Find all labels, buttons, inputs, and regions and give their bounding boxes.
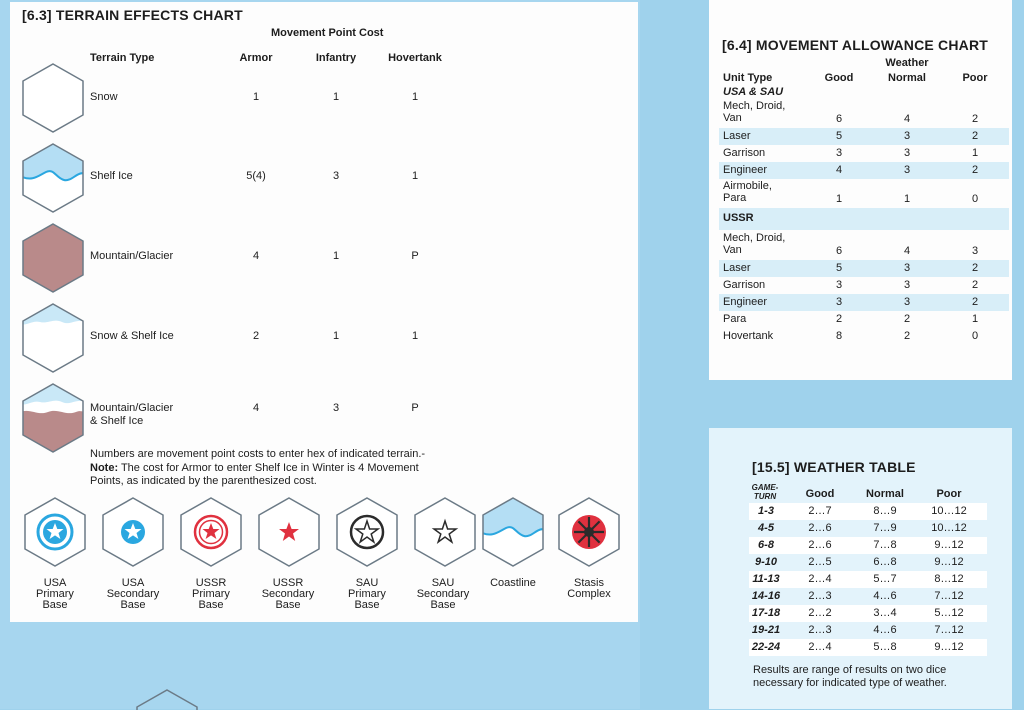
coastline-label [478,578,548,589]
weather-row [749,605,987,622]
note-label: Note: [90,461,119,474]
normal-range: 5…7 [873,573,897,585]
usa-primary-base-label [25,578,85,611]
label-line: Base [275,599,301,611]
normal-value: 3 [903,262,911,274]
good-value: 3 [835,147,843,159]
unit-type: Garrison [723,147,766,159]
good-value: 6 [835,113,843,125]
poor-range: 5…12 [934,607,964,619]
infantry-cost: 1 [332,91,340,103]
armor-cost: 4 [252,250,260,262]
unit-type: Hovertank [723,330,774,342]
unit-type [723,181,772,204]
col-game-turn [745,483,785,501]
poor-value: 2 [971,262,979,274]
hovertank-cost: 1 [411,91,419,103]
terrain-chart-title: [6.3] TERRAIN EFFECTS CHART [22,7,243,23]
poor-value: 0 [971,193,979,205]
label-line: Coastline [490,577,536,589]
col-normal: Normal [888,72,926,84]
movement-row [719,294,1009,311]
weather-table-title: [15.5] WEATHER TABLE [752,459,916,475]
usa-secondary-base-label [101,578,165,611]
ussr-secondary-base-icon [256,496,322,568]
normal-range: 5…8 [873,641,897,653]
hovertank-cost: P [411,402,419,414]
good-value: 2 [835,313,843,325]
terrain-name: Snow [90,91,118,103]
partial-hex-icon [134,688,200,710]
good-range: 2…7 [808,505,832,517]
good-value: 3 [835,279,843,291]
movement-row [719,128,1009,145]
label-line: Stasis [574,577,604,589]
poor-value: 1 [971,313,979,325]
normal-value: 3 [903,130,911,142]
normal-range: 4…6 [873,624,897,636]
good-value: 5 [835,130,843,142]
unit-line: Van [723,243,742,256]
weather-row [749,537,987,554]
label-line: Primary [348,588,386,600]
weather-row [749,503,987,520]
infantry-cost: 3 [332,402,340,414]
good-value: 1 [835,193,843,205]
poor-range: 7…12 [934,624,964,636]
mountain-glacier-shelf-ice-hex-icon [20,382,86,454]
weather-row [749,520,987,537]
usa-secondary-base-icon [100,496,166,568]
hovertank-cost: 1 [411,330,419,342]
sau-secondary-base-label [404,578,482,611]
label-line: USA [121,577,145,589]
weather-row [749,639,987,656]
normal-value: 2 [903,330,911,342]
turn-range: 14-16 [751,590,781,602]
shelf-ice-hex-icon [20,142,86,214]
snow-hex-icon [20,62,86,134]
ussr-primary-base-label [179,578,243,611]
good-range: 2…6 [808,539,832,551]
weather-row [749,571,987,588]
turn-range: 22-24 [751,641,781,653]
unit-line: Airmobile, [723,180,772,192]
terrain-note [90,448,470,489]
col-hovertank: Hovertank [388,52,442,64]
ussr-secondary-base-label [249,578,327,611]
turn-range: 17-18 [751,607,781,619]
poor-range: 8…12 [934,573,964,585]
ussr-primary-base-icon [178,496,244,568]
stasis-complex-label [555,578,623,600]
label-line: SAU [355,577,379,589]
col-poor: Poor [936,488,962,500]
unit-type [723,233,785,256]
good-value: 4 [835,164,843,176]
weather-row [749,622,987,639]
good-range: 2…4 [808,641,832,653]
note-line2 [90,462,470,476]
movement-row [719,162,1009,179]
terrain-name: Snow & Shelf Ice [90,330,174,342]
unit-type: Para [723,313,747,325]
usa-primary-base-icon [22,496,88,568]
poor-value: 2 [971,279,979,291]
mp-cost-header: Movement Point Cost [271,27,384,39]
poor-value: 3 [971,245,979,257]
good-range: 2…4 [808,573,832,585]
normal-range: 6…8 [873,556,897,568]
label-line: Primary [36,588,74,600]
movement-row [719,311,1009,328]
turn-range: 19-21 [751,624,781,636]
normal-value: 3 [903,164,911,176]
terrain-name: Mountain/Glacier [90,250,174,262]
armor-cost: 4 [252,402,260,414]
sau-primary-base-icon [334,496,400,568]
movement-row [719,180,1009,208]
infantry-cost: 1 [332,330,340,342]
good-range: 2…2 [808,607,832,619]
turn-header-line: TURN [753,492,777,501]
snow-shelf-ice-hex-icon [20,302,86,374]
infantry-cost: 3 [332,170,340,182]
terrain-name-line1: Mountain/Glacier [90,402,174,414]
note-line2-text: The cost for Armor to enter Shelf Ice in Winter is 4 Movement [118,461,419,474]
unit-type: Engineer [723,164,768,176]
note-line3: Points, as indicated by the parenthesized cost. [90,475,317,487]
label-line: USSR [272,577,304,589]
note-line1: Numbers are movement point costs to enter hex of indicated terrain.- [90,448,426,460]
poor-value: 1 [971,147,979,159]
unit-type: Garrison [723,279,766,291]
movement-row [719,260,1009,277]
label-line: Base [430,599,456,611]
good-range: 2…3 [808,590,832,602]
hovertank-cost: P [411,250,419,262]
normal-value: 3 [903,296,911,308]
normal-range: 8…9 [873,505,897,517]
group-usa-sau: USA & SAU [723,86,784,98]
label-line: Secondary [106,588,160,600]
poor-range: 9…12 [934,641,964,653]
unit-type [723,101,785,124]
unit-type: Laser [723,130,751,142]
weather-label: Weather [885,57,929,69]
label-line: SAU [431,577,455,589]
normal-value: 3 [903,279,911,291]
unit-line: Para [723,191,747,204]
infantry-cost: 1 [332,250,340,262]
unit-line: Mech, Droid, [723,232,786,244]
movement-row [719,145,1009,162]
unit-type: Engineer [723,296,768,308]
turn-range: 4-5 [758,522,774,534]
group-ussr: USSR [723,212,754,224]
label-line: Complex [567,588,611,600]
label-line: USA [43,577,67,589]
unit-line: Van [723,111,742,124]
good-value: 8 [835,330,843,342]
unit-line: Mech, Droid, [723,100,786,112]
movement-chart-title: [6.4] MOVEMENT ALLOWANCE CHART [722,37,989,53]
group-ussr-band [719,208,1009,230]
hovertank-cost: 1 [411,170,419,182]
poor-value: 0 [971,330,979,342]
good-range: 2…5 [808,556,832,568]
col-armor: Armor [239,52,273,64]
turn-range: 9-10 [754,556,778,568]
normal-value: 1 [903,193,911,205]
normal-range: 4…6 [873,590,897,602]
col-unit-type: Unit Type [723,72,773,84]
label-line: Base [354,599,380,611]
normal-range: 7…8 [873,539,897,551]
armor-cost: 5(4) [246,170,266,182]
col-good: Good [824,72,854,84]
armor-cost: 1 [252,91,260,103]
sau-primary-base-label [335,578,399,611]
stasis-complex-icon [556,496,622,568]
terrain-name-line2: & Shelf Ice [90,415,144,427]
label-line: Primary [192,588,230,600]
good-value: 3 [835,296,843,308]
good-range: 2…6 [808,522,832,534]
col-good: Good [805,488,835,500]
weather-row [749,554,987,571]
poor-range: 10…12 [931,505,967,517]
col-normal: Normal [866,488,904,500]
armor-cost: 2 [252,330,260,342]
label-line: Base [42,599,68,611]
poor-value: 2 [971,164,979,176]
normal-range: 3…4 [873,607,897,619]
turn-range: 6-8 [758,539,774,551]
label-line: Secondary [261,588,315,600]
poor-range: 7…12 [934,590,964,602]
normal-range: 7…9 [873,522,897,534]
terrain-name: Shelf Ice [90,170,133,182]
turn-range: 11-13 [752,573,780,585]
weather-row [749,588,987,605]
col-infantry: Infantry [315,52,357,64]
coastline-icon [480,496,546,568]
label-line: Base [120,599,146,611]
turn-header-line: GAME- [751,483,779,492]
normal-value: 4 [903,113,911,125]
movement-allowance-panel [709,0,1012,380]
turn-range: 1-3 [758,505,774,517]
unit-type: Laser [723,262,751,274]
poor-value: 2 [971,296,979,308]
weather-table-panel [709,428,1012,709]
normal-value: 3 [903,147,911,159]
col-poor: Poor [962,72,988,84]
good-value: 5 [835,262,843,274]
movement-row [719,328,1009,345]
mountain-glacier-hex-icon [20,222,86,294]
movement-row [719,100,1009,128]
movement-row [719,232,1009,260]
sau-secondary-base-icon [412,496,478,568]
poor-value: 2 [971,130,979,142]
footer-line: necessary for indicated type of weather. [753,677,947,689]
weather-footer [753,664,947,690]
movement-row [719,277,1009,294]
good-value: 6 [835,245,843,257]
footer-line: Results are range of results on two dice [753,664,947,676]
col-terrain-type: Terrain Type [90,52,155,64]
label-line: Secondary [416,588,470,600]
normal-value: 4 [903,245,911,257]
label-line: Base [198,599,224,611]
good-range: 2…3 [808,624,832,636]
poor-range: 9…12 [934,539,964,551]
poor-value: 2 [971,113,979,125]
label-line: USSR [195,577,227,589]
poor-range: 9…12 [934,556,964,568]
normal-value: 2 [903,313,911,325]
terrain-effects-panel [10,2,638,622]
poor-range: 10…12 [931,522,967,534]
